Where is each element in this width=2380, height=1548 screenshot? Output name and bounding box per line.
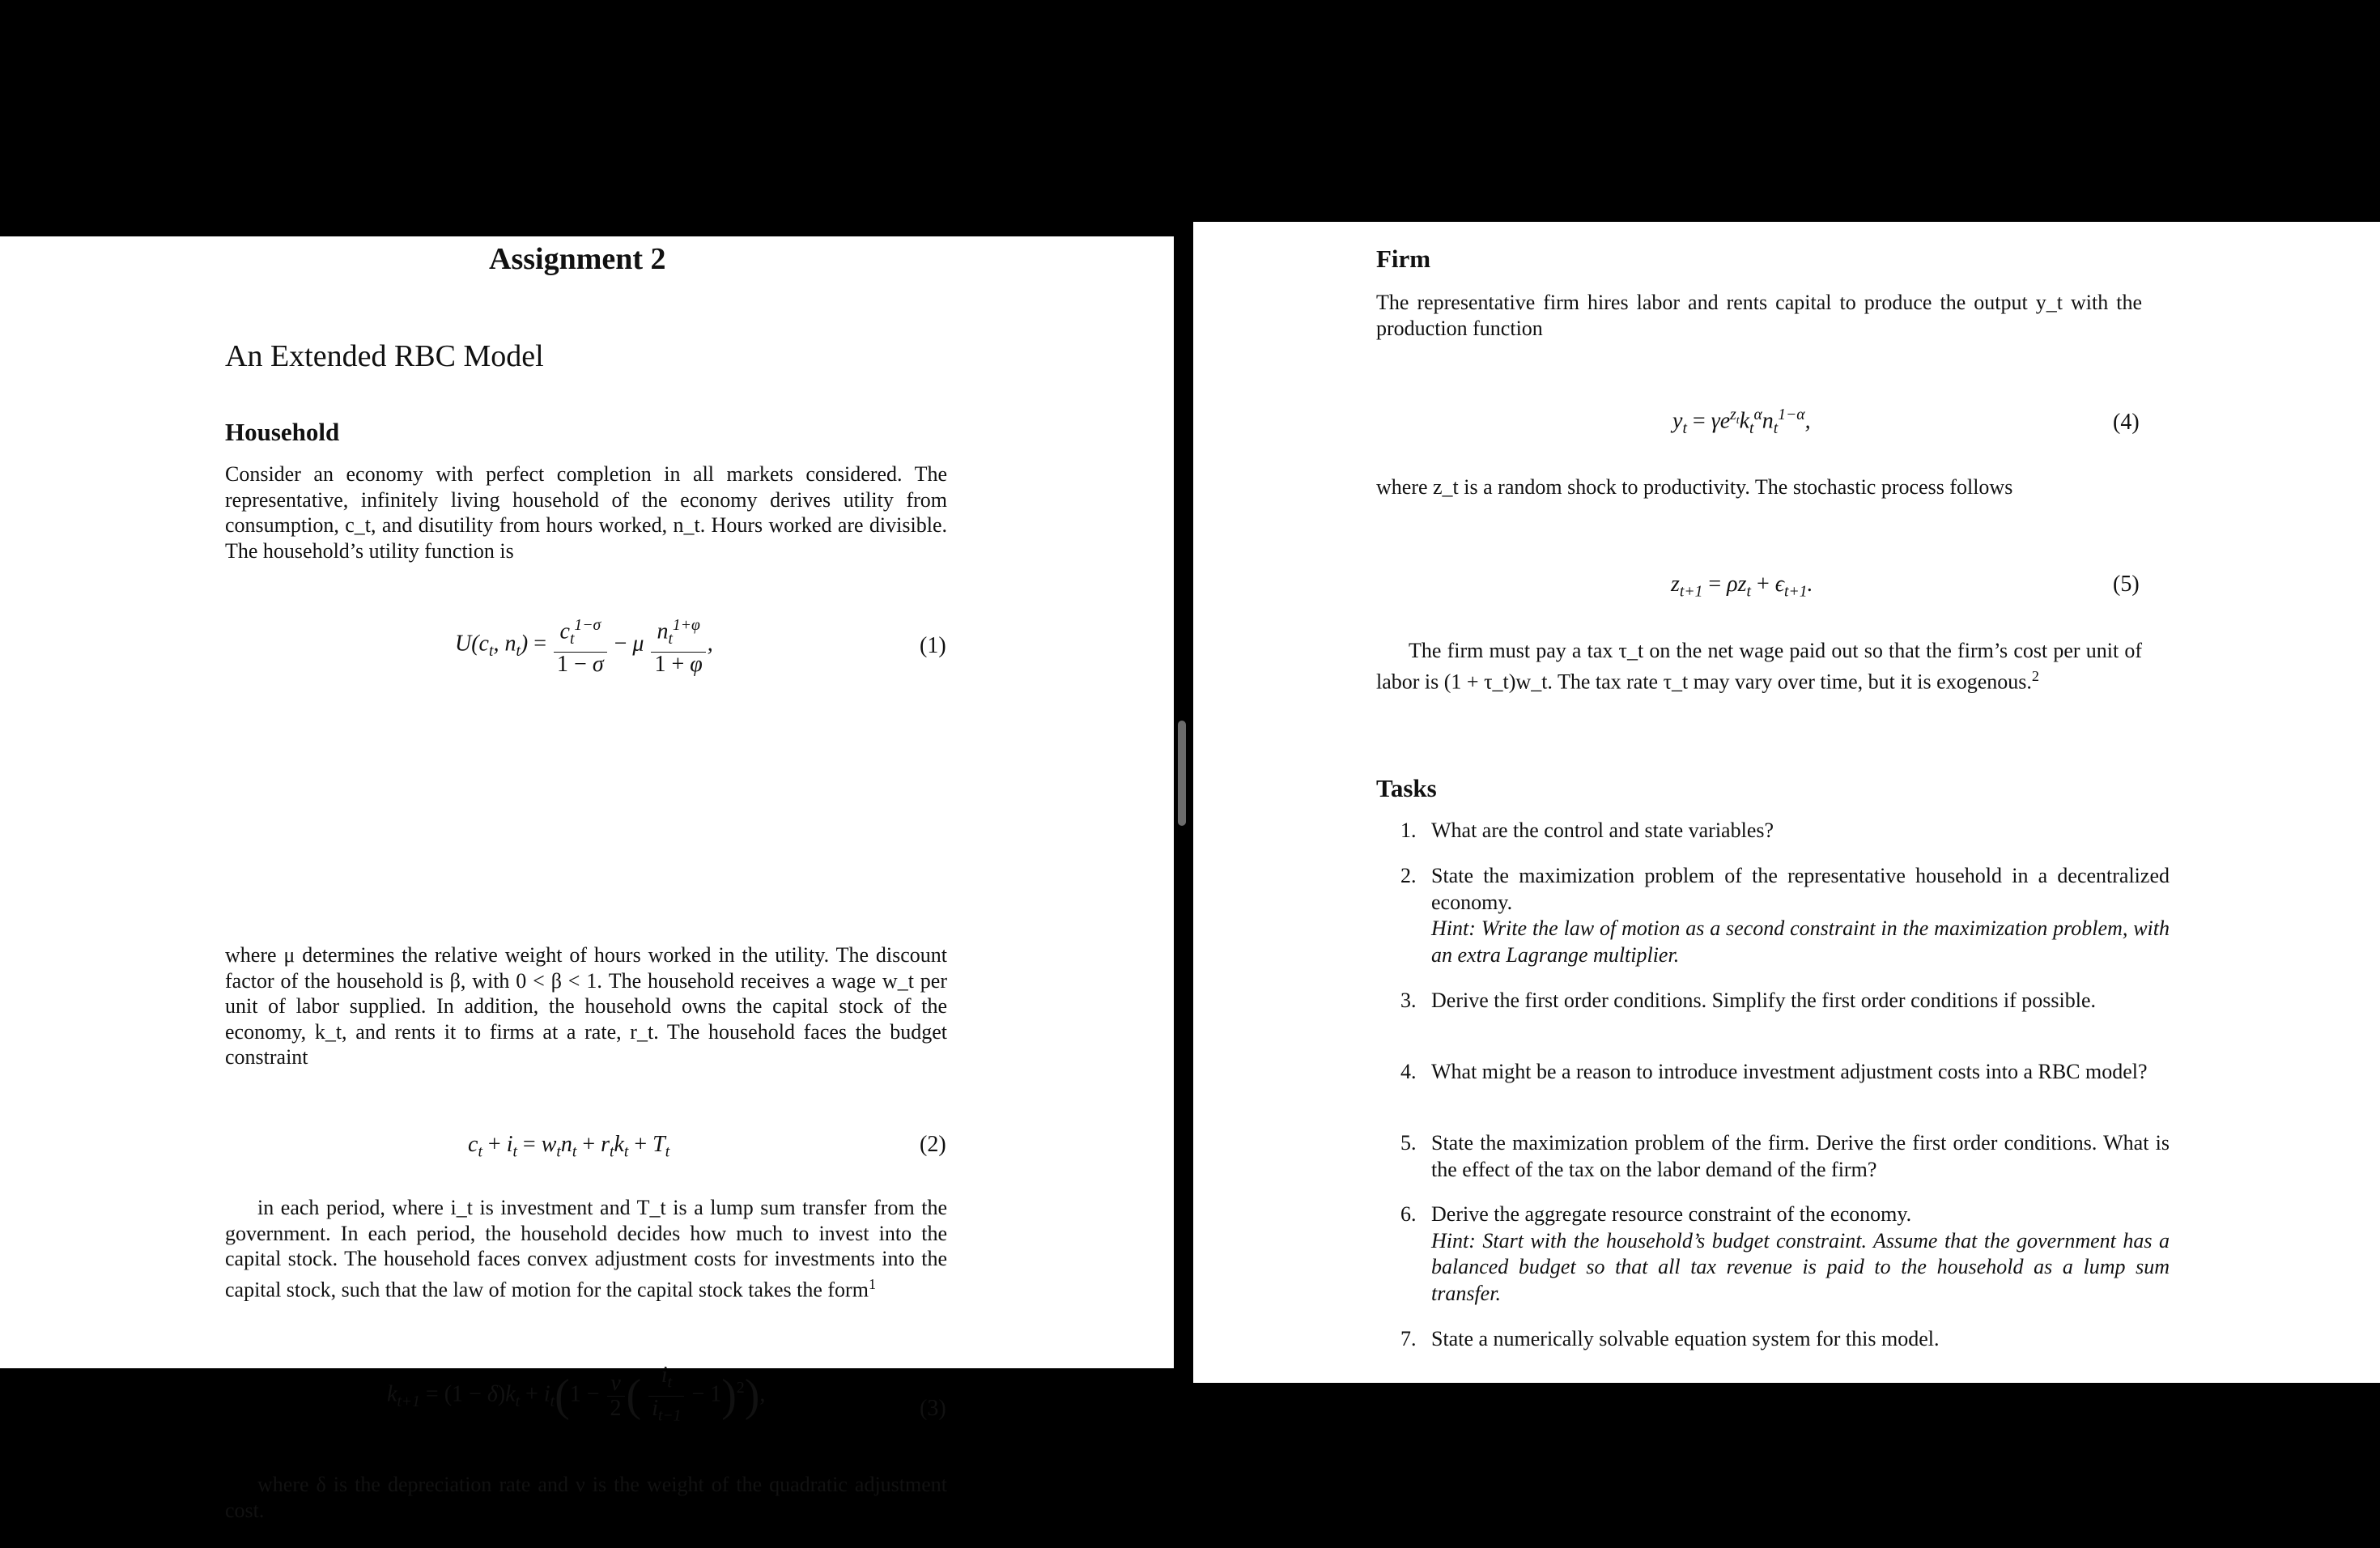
- document-title: Assignment 2: [489, 242, 666, 276]
- left-document-page: [0, 236, 1174, 1522]
- firm-paragraph-2: where z_t is a random shock to productivity. The stochastic process follows: [1376, 475, 2013, 499]
- equation-number-3: (3): [920, 1396, 946, 1421]
- task-text: State the maximization problem of the firm. Derive the first order conditions. What is the effect of the tax on the labor demand of the firm?: [1431, 1131, 2170, 1181]
- split-view-divider[interactable]: [1178, 721, 1186, 826]
- household-paragraph-1: Consider an economy with perfect completion in all markets considered. The representative, infinitely living household of the economy derives utility from consumption, c_t, and disutility from hours worked, n_t. Hours worked are divisible. The household’s utility function is: [225, 462, 947, 563]
- equation-number-1: (1): [920, 633, 946, 658]
- household-heading: Household: [225, 418, 340, 446]
- task-item: [1400, 818, 2170, 844]
- task-number: 3.: [1400, 989, 1417, 1012]
- task-text: What might be a reason to introduce investment adjustment costs into a RBC model?: [1431, 1060, 2148, 1083]
- task-item: [1400, 988, 2170, 1014]
- task-text: State the maximization problem of the representative household in a decentralized economy.: [1431, 864, 2170, 914]
- task-text: Derive the aggregate resource constraint of the economy.: [1431, 1202, 1912, 1226]
- household-paragraph-2: where μ determines the relative weight of hours worked in the utility. The discount factor of the household is β, with 0 < β < 1. The household receives a wage w_t per unit of labor supplied. In addition, the household owns the capital stock of the economy, k_t, and rents it to firms at a rate, r_t. The household faces the budget constraint: [225, 943, 947, 1069]
- task-number: 5.: [1400, 1131, 1417, 1155]
- capital-law-of-motion-equation: $k_{t+1} = (1 - \delta)k_t + i_t(1$ − $\frac{\nu}{2}$ ( $\frac{i_t}{i_{t-1}}$ − 1)$^2$),: [387, 1363, 766, 1425]
- task-item: [1400, 1326, 2170, 1353]
- task-item: [1400, 863, 2170, 968]
- equation-number-5: (5): [2113, 572, 2140, 597]
- task-number: 2.: [1400, 864, 1417, 887]
- task-text: State a numerically solvable equation system for this model.: [1431, 1327, 1940, 1350]
- task-item: [1400, 1130, 2170, 1183]
- footnote-marker-2: 2: [2031, 667, 2039, 684]
- production-function-equation: $y_t = \gamma e^{z_t}k_t^\alpha n_t^{1-\alpha}$,: [1672, 406, 1811, 437]
- task-item: [1400, 1059, 2170, 1086]
- task-hint: Hint: Write the law of motion as a second constraint in the maximization problem, with an extra Lagrange multiplier.: [1431, 916, 2170, 967]
- firm-heading: Firm: [1376, 245, 1431, 273]
- task-item: [1400, 1201, 2170, 1307]
- task-hint: Hint: Start with the household’s budget constraint. Assume that the government has a balanced budget so that all tax revenue is paid to the household as a lump sum transfer.: [1431, 1228, 2170, 1305]
- task-number: 7.: [1400, 1327, 1417, 1350]
- household-paragraph-4: where δ is the depreciation rate and ν is the weight of the quadratic adjustment cost.: [225, 1473, 947, 1522]
- task-number: 4.: [1400, 1060, 1417, 1083]
- firm-paragraph-1: The representative firm hires labor and rents capital to produce the output y_t with the production function: [1376, 291, 2142, 340]
- equation-number-4: (4): [2113, 410, 2140, 435]
- budget-constraint-equation: $c_t + i_t = w_tn_t + r_tk_t + T_t$: [468, 1132, 670, 1161]
- footnote-marker-1: 1: [868, 1275, 877, 1292]
- task-text: What are the control and state variables?: [1431, 819, 1774, 842]
- utility-equation: $U(c_t$, $n_t$) = $\frac{c_t^{1-\sigma}}{1 - \sigma}$ − μ $\frac{n_t^{1+\varphi}}{1 + \varphi}$ ,: [455, 614, 713, 677]
- household-paragraph-3: in each period, where i_t is investment and T_t is a lump sum transfer from the government. In each period, the household decides how much to invest into the capital stock. The household faces convex adjustment costs for investments into the capital stock, such that the law of motion for the capital stock takes the form$^1$: [225, 1196, 947, 1302]
- task-number: 1.: [1400, 819, 1417, 842]
- task-number: 6.: [1400, 1202, 1417, 1226]
- task-text: Derive the first order conditions. Simplify the first order conditions if possible.: [1431, 989, 2097, 1012]
- firm-paragraph-3: The firm must pay a tax τ_t on the net wage paid out so that the firm’s cost per unit of labor is (1 + τ_t)w_t. The tax rate τ_t may vary over time, but it is exogenous.$^2$: [1376, 639, 2142, 694]
- right-document-page: [1193, 222, 2380, 1383]
- tasks-heading: Tasks: [1376, 774, 1437, 802]
- section-title: An Extended RBC Model: [225, 339, 544, 373]
- productivity-process-equation: $z_{t+1} = \rho z_t + \epsilon_{t+1}$.: [1671, 572, 1813, 601]
- equation-number-2: (2): [920, 1132, 946, 1157]
